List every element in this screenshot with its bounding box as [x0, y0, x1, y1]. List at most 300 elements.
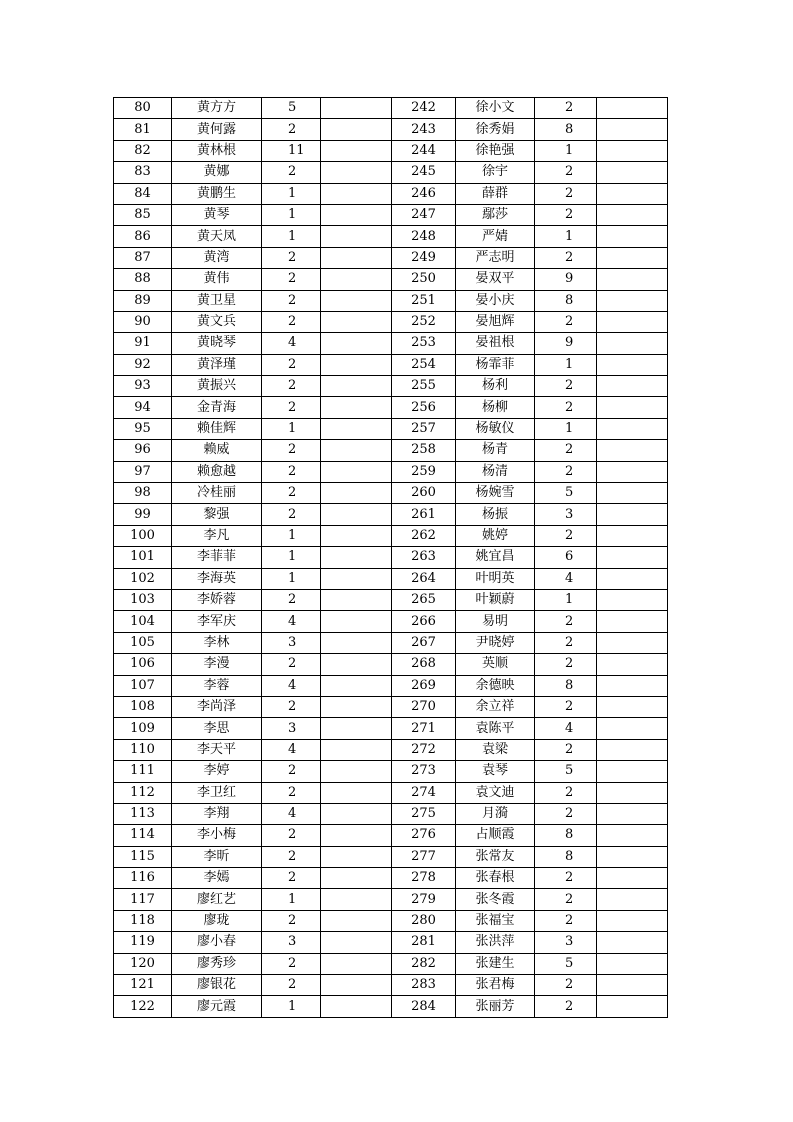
name-cell: 杨柳 [456, 397, 535, 418]
count-cell: 2 [262, 269, 321, 290]
name-cell: 月漪 [456, 803, 535, 824]
name-cell: 黄卫星 [172, 290, 262, 311]
name-cell: 黄鹏生 [172, 183, 262, 204]
table-row [114, 975, 668, 996]
table-row [114, 525, 668, 546]
name-cell: 黄娜 [172, 162, 262, 183]
table-row [114, 226, 668, 247]
blank-cell [321, 483, 392, 504]
blank-cell [321, 568, 392, 589]
blank-cell [321, 825, 392, 846]
table-row [114, 290, 668, 311]
serial-number-cell: 122 [114, 996, 172, 1017]
count-cell: 5 [535, 953, 597, 974]
blank-cell [321, 376, 392, 397]
serial-number-cell: 121 [114, 975, 172, 996]
serial-number-cell: 277 [392, 846, 456, 867]
name-cell: 李凡 [172, 525, 262, 546]
serial-number-cell: 248 [392, 226, 456, 247]
count-cell: 9 [535, 333, 597, 354]
name-cell: 黄方方 [172, 98, 262, 119]
serial-number-cell: 245 [392, 162, 456, 183]
table-row [114, 311, 668, 332]
name-cell: 姚宜昌 [456, 547, 535, 568]
serial-number-cell: 88 [114, 269, 172, 290]
blank-cell [597, 311, 668, 332]
name-cell: 张君梅 [456, 975, 535, 996]
table-row [114, 418, 668, 439]
table-row [114, 589, 668, 610]
name-cell: 张建生 [456, 953, 535, 974]
count-cell: 2 [262, 354, 321, 375]
blank-cell [321, 611, 392, 632]
serial-number-cell: 267 [392, 632, 456, 653]
blank-cell [321, 311, 392, 332]
blank-cell [321, 654, 392, 675]
name-cell: 袁梁 [456, 739, 535, 760]
blank-cell [321, 996, 392, 1017]
count-cell: 1 [262, 525, 321, 546]
table-row [114, 247, 668, 268]
count-cell: 4 [262, 333, 321, 354]
count-cell: 2 [262, 247, 321, 268]
blank-cell [321, 761, 392, 782]
count-cell: 1 [535, 589, 597, 610]
count-cell: 2 [535, 247, 597, 268]
table-row [114, 889, 668, 910]
serial-number-cell: 86 [114, 226, 172, 247]
blank-cell [321, 547, 392, 568]
blank-cell [321, 932, 392, 953]
blank-cell [597, 204, 668, 225]
blank-cell [597, 504, 668, 525]
serial-number-cell: 281 [392, 932, 456, 953]
roster-table-body [114, 98, 668, 1018]
name-cell: 张春根 [456, 868, 535, 889]
count-cell: 2 [535, 611, 597, 632]
count-cell: 2 [535, 525, 597, 546]
name-cell: 赖佳辉 [172, 418, 262, 439]
name-cell: 薛群 [456, 183, 535, 204]
table-row [114, 761, 668, 782]
blank-cell [321, 782, 392, 803]
blank-cell [597, 996, 668, 1017]
serial-number-cell: 98 [114, 483, 172, 504]
name-cell: 杨青 [456, 440, 535, 461]
table-row [114, 483, 668, 504]
table-row [114, 910, 668, 931]
table-row [114, 611, 668, 632]
table-row [114, 333, 668, 354]
table-row [114, 183, 668, 204]
name-cell: 李蓉 [172, 675, 262, 696]
count-cell: 2 [262, 162, 321, 183]
blank-cell [597, 696, 668, 717]
blank-cell [321, 183, 392, 204]
blank-cell [321, 333, 392, 354]
blank-cell [321, 696, 392, 717]
count-cell: 8 [535, 846, 597, 867]
count-cell: 2 [262, 504, 321, 525]
name-cell: 冷桂丽 [172, 483, 262, 504]
count-cell: 2 [262, 461, 321, 482]
blank-cell [597, 825, 668, 846]
name-cell: 黎强 [172, 504, 262, 525]
name-cell: 李昕 [172, 846, 262, 867]
blank-cell [321, 269, 392, 290]
blank-cell [597, 868, 668, 889]
name-cell: 张洪萍 [456, 932, 535, 953]
name-cell: 廖小春 [172, 932, 262, 953]
serial-number-cell: 82 [114, 140, 172, 161]
serial-number-cell: 268 [392, 654, 456, 675]
serial-number-cell: 94 [114, 397, 172, 418]
serial-number-cell: 278 [392, 868, 456, 889]
serial-number-cell: 244 [392, 140, 456, 161]
blank-cell [321, 718, 392, 739]
serial-number-cell: 97 [114, 461, 172, 482]
table-row [114, 803, 668, 824]
blank-cell [597, 953, 668, 974]
count-cell: 9 [535, 269, 597, 290]
count-cell: 2 [262, 397, 321, 418]
count-cell: 1 [535, 140, 597, 161]
serial-number-cell: 272 [392, 739, 456, 760]
blank-cell [597, 461, 668, 482]
name-cell: 张福宝 [456, 910, 535, 931]
serial-number-cell: 106 [114, 654, 172, 675]
name-cell: 廖珑 [172, 910, 262, 931]
serial-number-cell: 96 [114, 440, 172, 461]
count-cell: 1 [262, 204, 321, 225]
name-cell: 徐小文 [456, 98, 535, 119]
count-cell: 11 [262, 140, 321, 161]
name-cell: 李林 [172, 632, 262, 653]
count-cell: 2 [262, 654, 321, 675]
count-cell: 1 [535, 226, 597, 247]
table-row [114, 568, 668, 589]
name-cell: 占顺霞 [456, 825, 535, 846]
table-row [114, 547, 668, 568]
count-cell: 2 [535, 397, 597, 418]
name-cell: 黄琴 [172, 204, 262, 225]
blank-cell [597, 98, 668, 119]
count-cell: 1 [262, 568, 321, 589]
name-cell: 晏旭辉 [456, 311, 535, 332]
count-cell: 2 [535, 461, 597, 482]
blank-cell [597, 418, 668, 439]
serial-number-cell: 108 [114, 696, 172, 717]
count-cell: 5 [262, 98, 321, 119]
count-cell: 2 [535, 739, 597, 760]
name-cell: 李漫 [172, 654, 262, 675]
blank-cell [597, 675, 668, 696]
name-cell: 廖元霞 [172, 996, 262, 1017]
serial-number-cell: 84 [114, 183, 172, 204]
blank-cell [321, 418, 392, 439]
count-cell: 2 [262, 782, 321, 803]
blank-cell [321, 739, 392, 760]
serial-number-cell: 264 [392, 568, 456, 589]
blank-cell [321, 632, 392, 653]
blank-cell [321, 140, 392, 161]
serial-number-cell: 258 [392, 440, 456, 461]
serial-number-cell: 275 [392, 803, 456, 824]
table-row [114, 739, 668, 760]
name-cell: 黄振兴 [172, 376, 262, 397]
count-cell: 2 [535, 632, 597, 653]
blank-cell [597, 568, 668, 589]
blank-cell [321, 910, 392, 931]
serial-number-cell: 107 [114, 675, 172, 696]
serial-number-cell: 109 [114, 718, 172, 739]
count-cell: 5 [535, 761, 597, 782]
blank-cell [321, 525, 392, 546]
table-row [114, 204, 668, 225]
serial-number-cell: 116 [114, 868, 172, 889]
serial-number-cell: 279 [392, 889, 456, 910]
count-cell: 2 [535, 162, 597, 183]
table-row [114, 675, 668, 696]
name-cell: 徐艳强 [456, 140, 535, 161]
blank-cell [597, 397, 668, 418]
count-cell: 8 [535, 119, 597, 140]
name-cell: 袁陈平 [456, 718, 535, 739]
table-row [114, 932, 668, 953]
count-cell: 2 [535, 975, 597, 996]
name-cell: 黄泽瑾 [172, 354, 262, 375]
blank-cell [321, 440, 392, 461]
name-cell: 杨婉雪 [456, 483, 535, 504]
name-cell: 杨敏仪 [456, 418, 535, 439]
blank-cell [597, 803, 668, 824]
name-cell: 余立祥 [456, 696, 535, 717]
count-cell: 1 [262, 183, 321, 204]
table-row [114, 119, 668, 140]
blank-cell [597, 547, 668, 568]
count-cell: 1 [262, 889, 321, 910]
blank-cell [597, 975, 668, 996]
serial-number-cell: 261 [392, 504, 456, 525]
name-cell: 李军庆 [172, 611, 262, 632]
name-cell: 张丽芳 [456, 996, 535, 1017]
count-cell: 1 [262, 226, 321, 247]
blank-cell [321, 98, 392, 119]
name-cell: 严婧 [456, 226, 535, 247]
count-cell: 2 [535, 183, 597, 204]
table-row [114, 825, 668, 846]
blank-cell [597, 632, 668, 653]
serial-number-cell: 85 [114, 204, 172, 225]
count-cell: 3 [262, 932, 321, 953]
blank-cell [597, 525, 668, 546]
serial-number-cell: 81 [114, 119, 172, 140]
serial-number-cell: 253 [392, 333, 456, 354]
name-cell: 李婷 [172, 761, 262, 782]
roster-table [113, 97, 668, 1018]
name-cell: 杨霏菲 [456, 354, 535, 375]
count-cell: 1 [535, 418, 597, 439]
table-row [114, 696, 668, 717]
serial-number-cell: 92 [114, 354, 172, 375]
count-cell: 4 [262, 803, 321, 824]
name-cell: 杨利 [456, 376, 535, 397]
count-cell: 2 [262, 868, 321, 889]
table-row [114, 140, 668, 161]
count-cell: 2 [262, 953, 321, 974]
table-row [114, 354, 668, 375]
count-cell: 2 [535, 782, 597, 803]
table-row [114, 504, 668, 525]
count-cell: 4 [262, 611, 321, 632]
count-cell: 2 [535, 868, 597, 889]
blank-cell [321, 868, 392, 889]
serial-number-cell: 101 [114, 547, 172, 568]
count-cell: 2 [535, 654, 597, 675]
blank-cell [321, 461, 392, 482]
count-cell: 2 [535, 98, 597, 119]
name-cell: 廖秀珍 [172, 953, 262, 974]
count-cell: 2 [262, 975, 321, 996]
count-cell: 4 [262, 675, 321, 696]
serial-number-cell: 246 [392, 183, 456, 204]
serial-number-cell: 115 [114, 846, 172, 867]
count-cell: 8 [535, 290, 597, 311]
name-cell: 黄何露 [172, 119, 262, 140]
name-cell: 徐秀娟 [456, 119, 535, 140]
blank-cell [597, 611, 668, 632]
serial-number-cell: 273 [392, 761, 456, 782]
blank-cell [597, 761, 668, 782]
serial-number-cell: 284 [392, 996, 456, 1017]
serial-number-cell: 114 [114, 825, 172, 846]
name-cell: 杨振 [456, 504, 535, 525]
serial-number-cell: 274 [392, 782, 456, 803]
name-cell: 英顺 [456, 654, 535, 675]
name-cell: 李娇蓉 [172, 589, 262, 610]
count-cell: 3 [535, 932, 597, 953]
serial-number-cell: 257 [392, 418, 456, 439]
blank-cell [597, 226, 668, 247]
count-cell: 2 [262, 376, 321, 397]
blank-cell [597, 440, 668, 461]
name-cell: 鄢莎 [456, 204, 535, 225]
blank-cell [321, 247, 392, 268]
name-cell: 李思 [172, 718, 262, 739]
blank-cell [597, 183, 668, 204]
serial-number-cell: 255 [392, 376, 456, 397]
blank-cell [321, 290, 392, 311]
name-cell: 黄湾 [172, 247, 262, 268]
serial-number-cell: 256 [392, 397, 456, 418]
serial-number-cell: 250 [392, 269, 456, 290]
count-cell: 3 [535, 504, 597, 525]
blank-cell [597, 910, 668, 931]
name-cell: 尹晓婷 [456, 632, 535, 653]
serial-number-cell: 95 [114, 418, 172, 439]
serial-number-cell: 117 [114, 889, 172, 910]
count-cell: 2 [535, 204, 597, 225]
table-row [114, 996, 668, 1017]
serial-number-cell: 100 [114, 525, 172, 546]
table-row [114, 440, 668, 461]
count-cell: 2 [262, 846, 321, 867]
blank-cell [321, 846, 392, 867]
blank-cell [321, 226, 392, 247]
count-cell: 2 [262, 761, 321, 782]
count-cell: 2 [262, 910, 321, 931]
blank-cell [597, 846, 668, 867]
serial-number-cell: 99 [114, 504, 172, 525]
count-cell: 8 [535, 825, 597, 846]
name-cell: 赖威 [172, 440, 262, 461]
blank-cell [597, 483, 668, 504]
serial-number-cell: 276 [392, 825, 456, 846]
name-cell: 晏双平 [456, 269, 535, 290]
serial-number-cell: 247 [392, 204, 456, 225]
count-cell: 1 [535, 354, 597, 375]
count-cell: 2 [535, 440, 597, 461]
name-cell: 黄晓琴 [172, 333, 262, 354]
count-cell: 2 [535, 696, 597, 717]
serial-number-cell: 269 [392, 675, 456, 696]
count-cell: 3 [262, 718, 321, 739]
name-cell: 李卫红 [172, 782, 262, 803]
blank-cell [597, 376, 668, 397]
name-cell: 晏小庆 [456, 290, 535, 311]
blank-cell [321, 975, 392, 996]
name-cell: 李尚泽 [172, 696, 262, 717]
serial-number-cell: 89 [114, 290, 172, 311]
table-row [114, 654, 668, 675]
blank-cell [597, 589, 668, 610]
serial-number-cell: 262 [392, 525, 456, 546]
table-row [114, 632, 668, 653]
blank-cell [597, 932, 668, 953]
blank-cell [597, 782, 668, 803]
blank-cell [597, 162, 668, 183]
count-cell: 1 [262, 996, 321, 1017]
count-cell: 5 [535, 483, 597, 504]
name-cell: 黄林根 [172, 140, 262, 161]
name-cell: 杨清 [456, 461, 535, 482]
name-cell: 廖红艺 [172, 889, 262, 910]
serial-number-cell: 119 [114, 932, 172, 953]
name-cell: 赖愈越 [172, 461, 262, 482]
name-cell: 晏祖根 [456, 333, 535, 354]
serial-number-cell: 271 [392, 718, 456, 739]
serial-number-cell: 120 [114, 953, 172, 974]
blank-cell [597, 739, 668, 760]
name-cell: 袁文迪 [456, 782, 535, 803]
name-cell: 李翔 [172, 803, 262, 824]
blank-cell [597, 290, 668, 311]
name-cell: 李海英 [172, 568, 262, 589]
serial-number-cell: 93 [114, 376, 172, 397]
count-cell: 8 [535, 675, 597, 696]
name-cell: 叶颖蔚 [456, 589, 535, 610]
name-cell: 李嫣 [172, 868, 262, 889]
name-cell: 张冬霞 [456, 889, 535, 910]
name-cell: 黄文兵 [172, 311, 262, 332]
name-cell: 易明 [456, 611, 535, 632]
serial-number-cell: 102 [114, 568, 172, 589]
blank-cell [597, 333, 668, 354]
serial-number-cell: 118 [114, 910, 172, 931]
blank-cell [597, 140, 668, 161]
serial-number-cell: 249 [392, 247, 456, 268]
table-row [114, 782, 668, 803]
